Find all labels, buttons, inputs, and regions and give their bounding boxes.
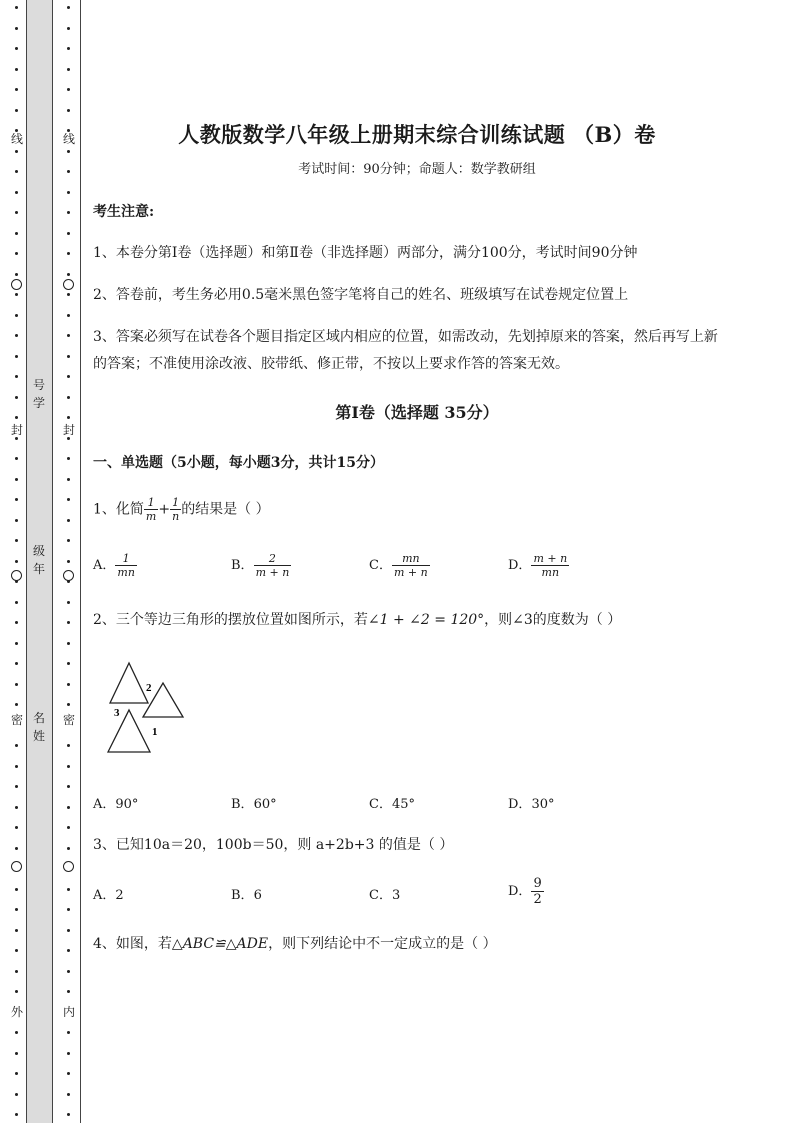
inner-mark-feng: 封 (62, 423, 75, 437)
dot-mark (67, 519, 70, 522)
dot-mark (67, 457, 70, 460)
dot-mark (15, 621, 18, 624)
dot-mark (15, 539, 18, 542)
dot-mark (15, 416, 18, 419)
dot-mark (67, 683, 70, 686)
dot-mark (67, 27, 70, 30)
dot-mark (67, 662, 70, 665)
dot-mark (67, 765, 70, 768)
question-2: 2、三个等边三角形的摆放位置如图所示，若∠1 + ∠2 = 120°，则∠3的度数为（ ） (93, 612, 622, 628)
dot-mark (67, 1031, 70, 1034)
outer-mark-xian: 线 (10, 132, 23, 146)
dot-mark (15, 68, 18, 71)
dot-mark (15, 806, 18, 809)
dot-mark (15, 150, 18, 153)
dot-mark (67, 1052, 70, 1055)
dot-mark (15, 662, 18, 665)
notice-heading: 考生注意: (93, 204, 155, 220)
angle-1-label: 1 (152, 726, 158, 738)
circle-icon (63, 861, 74, 872)
dot-mark (67, 109, 70, 112)
dot-mark (67, 1072, 70, 1075)
dot-mark (67, 888, 70, 891)
notice-item-1: 1、本卷分第Ⅰ卷（选择题）和第Ⅱ卷（非选择题）两部分，满分100分，考试时间90分钟 (93, 245, 638, 261)
dot-mark (67, 252, 70, 255)
q1-plus: + (158, 501, 171, 518)
dot-mark (15, 170, 18, 173)
circle-icon (63, 279, 74, 290)
dot-mark (67, 744, 70, 747)
q2-option-a[interactable]: A．90° (93, 797, 139, 812)
q1-fraction-2: $\frac{1}{n}$ (172, 496, 180, 523)
dot-mark (15, 929, 18, 932)
dot-mark (15, 888, 18, 891)
dot-mark (15, 826, 18, 829)
dot-mark (15, 847, 18, 850)
q3-option-a[interactable]: A．2 (93, 888, 124, 903)
inner-mark-nei: 内 (62, 1005, 75, 1019)
dot-mark (15, 908, 18, 911)
dot-mark (67, 806, 70, 809)
q2-option-c[interactable]: C．45° (369, 797, 415, 812)
dot-mark (15, 785, 18, 788)
part-heading: 一、单选题（5小题，每小题3分，共计15分） (93, 455, 384, 471)
dot-mark (15, 1052, 18, 1055)
dot-mark (15, 314, 18, 317)
dot-mark (67, 970, 70, 973)
dot-mark (67, 416, 70, 419)
dot-mark (15, 744, 18, 747)
dot-mark (67, 1093, 70, 1096)
dot-mark (67, 785, 70, 788)
dot-mark (67, 170, 70, 173)
q1-option-b[interactable]: B． $\frac{2}{m + n}$ (231, 552, 290, 579)
dot-mark (15, 560, 18, 563)
q1-option-d[interactable]: D． $\frac{m + n}{mn}$ (508, 552, 568, 579)
dot-mark (67, 437, 70, 440)
dot-mark (15, 949, 18, 952)
q3-option-c[interactable]: C．3 (369, 888, 401, 903)
dot-mark (67, 621, 70, 624)
outer-mark-mi: 密 (10, 713, 23, 727)
binding-line (80, 0, 81, 1123)
page-title: 人教版数学八年级上册期末综合训练试题 （B）卷 (178, 122, 656, 147)
triangles-figure (100, 655, 190, 755)
outer-mark-wai: 外 (10, 1005, 23, 1019)
circle-icon (11, 861, 22, 872)
dot-mark (67, 150, 70, 153)
q2-condition: ∠1 + ∠2 = 120° (367, 612, 485, 628)
question-3: 3、已知10a＝20，100b＝50，则 a+2b+3 的值是（ ） (93, 837, 454, 853)
dot-mark (67, 191, 70, 194)
dot-mark (15, 375, 18, 378)
dot-mark (67, 478, 70, 481)
dot-mark (67, 355, 70, 358)
circle-icon (11, 279, 22, 290)
dot-mark (15, 765, 18, 768)
dot-mark (67, 273, 70, 276)
question-4: 4、如图，若△ABC≌△ADE，则下列结论中不一定成立的是（ ） (93, 936, 497, 952)
dot-mark (15, 47, 18, 50)
dot-mark (67, 396, 70, 399)
dot-mark (15, 990, 18, 993)
dot-mark (67, 1113, 70, 1116)
outer-mark-feng: 封 (10, 423, 23, 437)
dot-mark (15, 27, 18, 30)
dot-mark (67, 949, 70, 952)
dot-mark (15, 293, 18, 296)
dot-mark (67, 293, 70, 296)
dot-mark (15, 232, 18, 235)
dot-mark (15, 396, 18, 399)
dot-mark (15, 1031, 18, 1034)
q1-prefix: 1、化简 (93, 501, 144, 518)
dot-mark (15, 683, 18, 686)
dot-mark (15, 109, 18, 112)
dot-mark (15, 1072, 18, 1075)
class-label: 级年 (32, 544, 45, 576)
circle-icon (11, 570, 22, 581)
q3-option-b[interactable]: B．6 (231, 888, 262, 903)
dot-mark (15, 437, 18, 440)
dot-mark (67, 539, 70, 542)
dot-mark (15, 601, 18, 604)
dot-mark (15, 252, 18, 255)
dot-mark (67, 929, 70, 932)
dot-mark (67, 68, 70, 71)
dot-mark (67, 211, 70, 214)
dot-mark (15, 642, 18, 645)
inner-mark-mi: 密 (62, 713, 75, 727)
dot-mark (15, 6, 18, 9)
dot-mark (15, 498, 18, 501)
circle-icon (63, 570, 74, 581)
dotted-cut-line-outer (11, 0, 23, 1123)
dot-mark (67, 826, 70, 829)
dot-mark (15, 1093, 18, 1096)
dot-mark (15, 88, 18, 91)
dot-mark (67, 314, 70, 317)
dot-mark (15, 970, 18, 973)
notice-item-2: 2、答卷前，考生务必用0.5毫米黑色签字笔将自己的姓名、班级填写在试卷规定位置上 (93, 287, 629, 303)
student-number-label: 号学 (32, 378, 45, 410)
angle-2-label: 2 (146, 682, 152, 694)
q1-fraction-1: $\frac{1}{m}$ (145, 496, 157, 523)
dot-mark (67, 642, 70, 645)
q2-option-d[interactable]: D．30° (508, 797, 555, 812)
dot-mark (67, 334, 70, 337)
q4-congruence: △ABC≌△ADE (171, 936, 269, 952)
dot-mark (67, 560, 70, 563)
name-label: 名姓 (32, 711, 45, 743)
dot-mark (67, 47, 70, 50)
dot-mark (67, 990, 70, 993)
q1-suffix: 的结果是（ ） (181, 501, 270, 518)
dot-mark (67, 703, 70, 706)
dot-mark (67, 908, 70, 911)
q1-option-a[interactable]: A． $\frac{1}{mn}$ (93, 552, 135, 579)
dot-mark (15, 273, 18, 276)
q3-option-d[interactable]: D． $\frac{9}{2}$ (508, 876, 542, 907)
notice-item-3: 3、答案必须写在试卷各个题目指定区域内相应的位置，如需改动，先划掉原来的答案，然后再写上新 (93, 329, 718, 345)
question-1 (93, 496, 270, 523)
dot-mark (67, 498, 70, 501)
dot-mark (67, 601, 70, 604)
dot-mark (15, 211, 18, 214)
dot-mark (15, 478, 18, 481)
dotted-cut-line-inner (63, 0, 75, 1123)
q2-option-b[interactable]: B．60° (231, 797, 277, 812)
dot-mark (15, 334, 18, 337)
exam-info: 考试时间：90分钟；命题人：数学教研组 (298, 162, 536, 177)
dot-mark (15, 191, 18, 194)
dot-mark (15, 703, 18, 706)
dot-mark (15, 1113, 18, 1116)
dot-mark (67, 375, 70, 378)
section-title: 第Ⅰ卷（选择题 35分） (335, 403, 499, 422)
notice-item-3-cont: 的答案；不准使用涂改液、胶带纸、修正带，不按以上要求作答的答案无效。 (93, 356, 569, 372)
dot-mark (15, 519, 18, 522)
q1-option-c[interactable]: C． $\frac{mn}{m + n}$ (369, 552, 428, 579)
dot-mark (67, 847, 70, 850)
dot-mark (67, 232, 70, 235)
dot-mark (15, 457, 18, 460)
angle-3-label: 3 (114, 707, 120, 719)
dot-mark (15, 355, 18, 358)
inner-mark-xian: 线 (62, 132, 75, 146)
dot-mark (67, 88, 70, 91)
dot-mark (67, 6, 70, 9)
